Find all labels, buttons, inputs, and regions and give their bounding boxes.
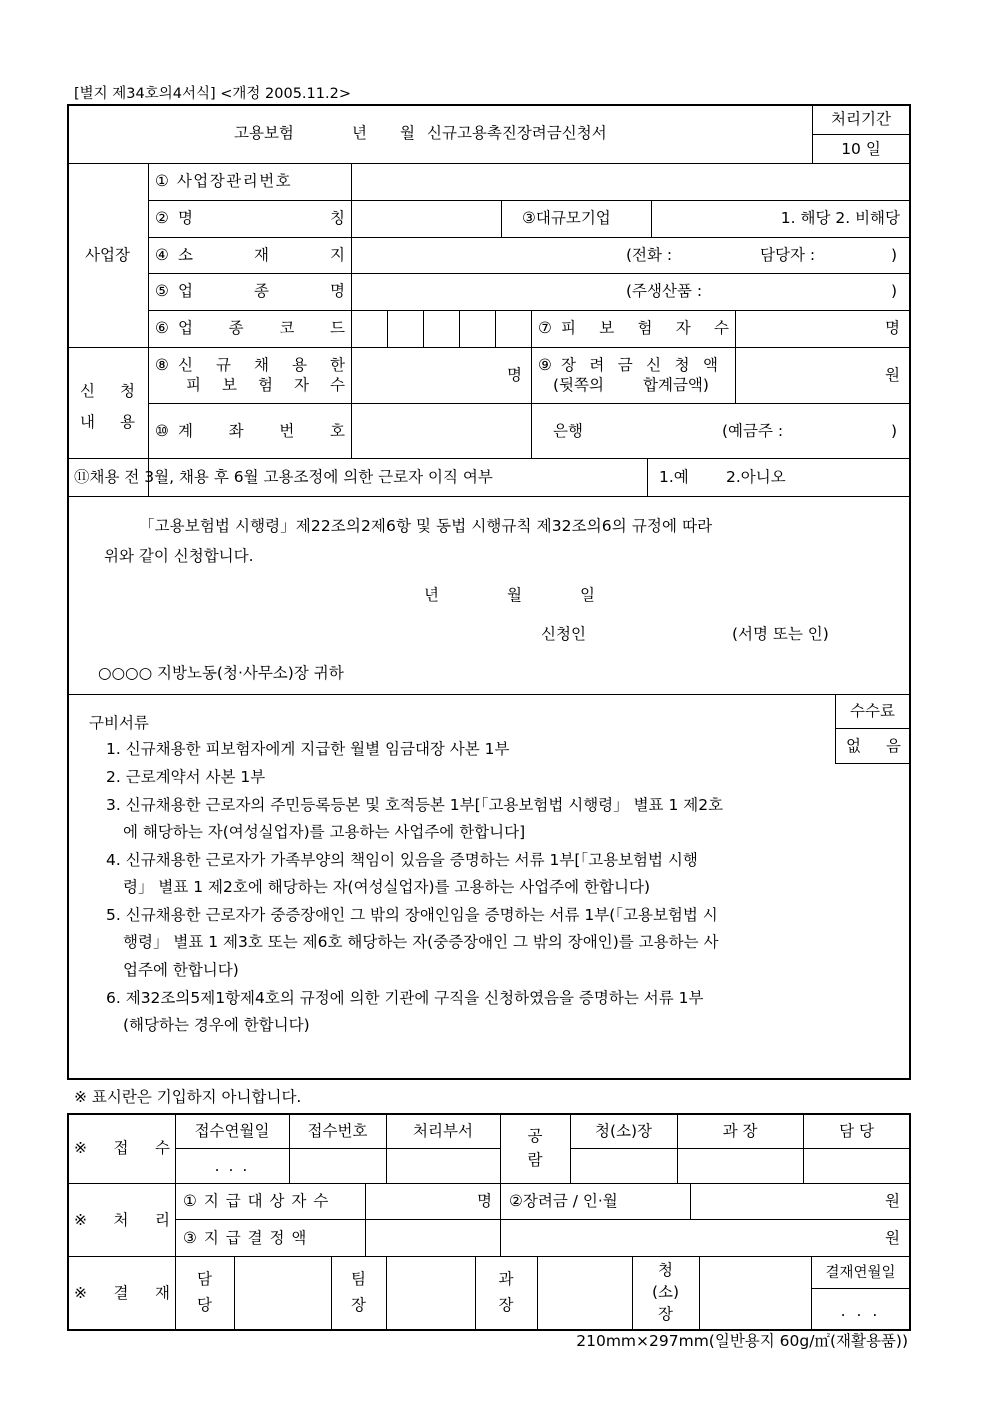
subsidy-amount-label-line2b: 합계금액) [643,376,709,394]
industry-code-label: 업 종 코 드 [178,319,345,337]
industry-num: ⑤ [155,282,169,300]
document-item: 5. 신규채용한 근로자가 중증장애인 그 밖의 장애인임을 증명하는 서류 1부(「고용보험법 시 [106,906,718,924]
new-hire-unit: 명 [507,366,522,384]
subsidy-amount-num: ⑨ [538,356,552,374]
industry-code-box[interactable] [352,311,387,346]
signature-label: (서명 또는 인) [732,625,829,643]
approval-date-header: 결재연월일 [825,1265,896,1281]
fee-value: 없 음 [846,737,901,755]
approval-section-label: ※ 결 재 [74,1284,170,1302]
account-close-paren: ) [891,422,898,440]
office-use-note: ※ 표시란은 기입하지 아니합니다. [74,1088,302,1106]
payment-target-count-unit: 명 [477,1192,492,1210]
contact-person-label: 담당자 : [760,246,816,264]
section-chief-header: 과 장 [722,1122,758,1140]
new-hire-label-line2: 피 보 험 자 수 [186,376,345,394]
subsidy-per-person-label: ②장려금 / 인·월 [509,1192,618,1210]
large-company-label: ③대규모기업 [522,209,611,227]
name-label: 명 칭 [178,209,345,227]
account-label: 계 좌 번 호 [178,422,345,440]
required-documents-heading: 구비서류 [89,714,149,732]
document-item-cont: 령」 별표 1 제2호에 해당하는 자(여성실업자)를 고용하는 사업주에 한합니다) [123,878,650,896]
date-month-label: 월 [507,586,522,604]
approval-staff-sign-field[interactable] [235,1257,330,1329]
turnover-option-yes[interactable]: 1.예 [659,468,689,486]
industry-close-paren: ) [891,282,898,300]
document-item-cont: (해당하는 경우에 한합니다) [123,1016,310,1034]
document-item-cont: 에 해당하는 자(여성실업자)를 고용하는 사업주에 한합니다] [123,823,526,841]
insured-count-label: 피 보 험 자 수 [561,319,729,337]
phone-label: (전화 : [626,246,673,264]
new-hire-label-line1: 신 규 채 용 한 [178,356,345,374]
insured-count-num: ⑦ [538,319,552,337]
review-label: 공 람 [527,1127,543,1169]
account-field[interactable] [352,404,908,457]
name-field[interactable] [352,201,500,236]
document-item: 3. 신규채용한 근로자의 주민등록등본 및 호적등본 1부[「고용보험법 시행령」 별표 1 제2호 [106,796,724,814]
industry-code-num: ⑥ [155,319,169,337]
subsidy-amount-label-line2a: (뒷쪽의 [553,376,604,394]
workplace-section-label: 사업장 [85,246,130,264]
staff-header: 담 당 [839,1122,874,1140]
address-close-paren: ) [891,246,898,264]
payment-decision-unit: 원 [885,1229,900,1247]
title-year: 년 [352,124,367,142]
industry-code-box[interactable] [424,311,459,346]
address-num: ④ [155,246,169,264]
turnover-question: ⑪채용 전 3월, 채용 후 6월 고용조정에 의한 근로자 이직 여부 [74,468,493,486]
receipt-date-value[interactable]: . . . [214,1157,250,1175]
industry-code-box[interactable] [460,311,495,346]
document-item: 4. 신규채용한 근로자가 가족부양의 책임이 있음을 증명하는 서류 1부[「고용보험법 시행 [106,851,698,869]
processing-section-label: ※ 처 리 [74,1211,170,1229]
chief-header: 청(소)장 [594,1122,652,1140]
address-label: 소 재 지 [178,246,345,264]
receipt-number-field[interactable] [290,1149,385,1182]
insured-count-unit: 명 [885,319,900,337]
subsidy-amount-unit: 원 [885,366,900,384]
document-item-cont: 행령」 별표 1 제3호 또는 제6호 해당하는 자(중증장애인 그 밖의 장애인)를 고용하는 사 [123,933,719,951]
subsidy-per-person-unit: 원 [885,1192,900,1210]
name-num: ② [155,209,169,227]
workplace-id-label: ① 사업장관리번호 [155,172,293,190]
bank-label: 은행 [553,422,583,440]
declaration-line1: 「고용보험법 시행령」제22조의2제6항 및 동법 시행규칙 제32조의6의 규정에 따라 [139,517,713,535]
document-item: 6. 제32조의5제1항제4호의 규정에 의한 기관에 구직을 신청하였음을 증명하는 서류 1부 [106,989,704,1007]
processing-period-value: 10 일 [841,140,881,158]
approval-section-chief-label: 과 장 [498,1270,514,1314]
application-section-label-2: 내 용 [80,413,135,431]
approval-chief-label: 청 (소) 장 [651,1261,680,1323]
title-month: 월 [400,124,415,142]
approval-team-leader-sign-field[interactable] [387,1257,474,1329]
approval-chief-sign-field[interactable] [700,1257,810,1329]
applicant-signature-field[interactable] [600,620,725,648]
industry-code-box[interactable] [496,311,531,346]
title-prefix: 고용보험 [234,124,294,142]
main-product-label: (주생산품 : [626,282,703,300]
date-year-label: 년 [424,586,439,604]
declaration-line2: 위와 같이 신청합니다. [104,547,254,565]
approval-section-chief-sign-field[interactable] [538,1257,631,1329]
approval-staff-label: 담 당 [197,1270,212,1314]
addressee: ○○○○ 지방노동(청·사무소)장 귀하 [98,664,344,682]
processing-period-label: 처리기간 [831,110,891,128]
payment-target-count-label: ① 지 급 대 상 자 수 [183,1192,330,1210]
processing-dept-header: 처리부서 [413,1122,473,1140]
turnover-option-no[interactable]: 2.아니오 [726,468,786,486]
applicant-label: 신청인 [541,625,586,643]
receipt-section-label: ※ 접 수 [74,1139,170,1157]
workplace-id-field[interactable] [352,164,908,199]
form-reference: [별지 제34호의4서식] <개정 2005.11.2> [74,86,351,102]
application-section-label-1: 신 청 [80,382,135,400]
account-num: ⑩ [155,422,169,440]
receipt-number-header: 접수번호 [307,1122,368,1140]
payment-decision-label: ③ 지 급 결 정 액 [183,1229,308,1247]
document-item-cont: 업주에 한합니다) [123,961,239,979]
paper-spec: 210mm×297mm(일반용지 60g/㎡(재활용품)) [576,1332,908,1350]
receipt-date-header: 접수연월일 [194,1122,270,1140]
document-item: 1. 신규채용한 피보험자에게 지급한 월별 임금대장 사본 1부 [106,740,510,758]
approval-date-value[interactable]: . . . [840,1302,881,1320]
fee-label: 수수료 [850,702,895,720]
new-hire-num: ⑧ [155,356,169,374]
industry-label: 업 종 명 [178,282,345,300]
large-company-options[interactable]: 1. 해당 2. 비해당 [780,209,900,227]
industry-code-box[interactable] [388,311,423,346]
approval-team-leader-label: 팀 장 [351,1270,366,1314]
date-day-label: 일 [580,586,595,604]
account-holder-label: (예금주 : [722,422,784,440]
title-main: 신규고용촉진장려금신청서 [427,124,607,142]
processing-dept-field[interactable] [387,1149,499,1182]
subsidy-amount-label-line1: 장 려 금 신 청 액 [561,356,718,374]
document-item: 2. 근로계약서 사본 1부 [106,768,266,786]
